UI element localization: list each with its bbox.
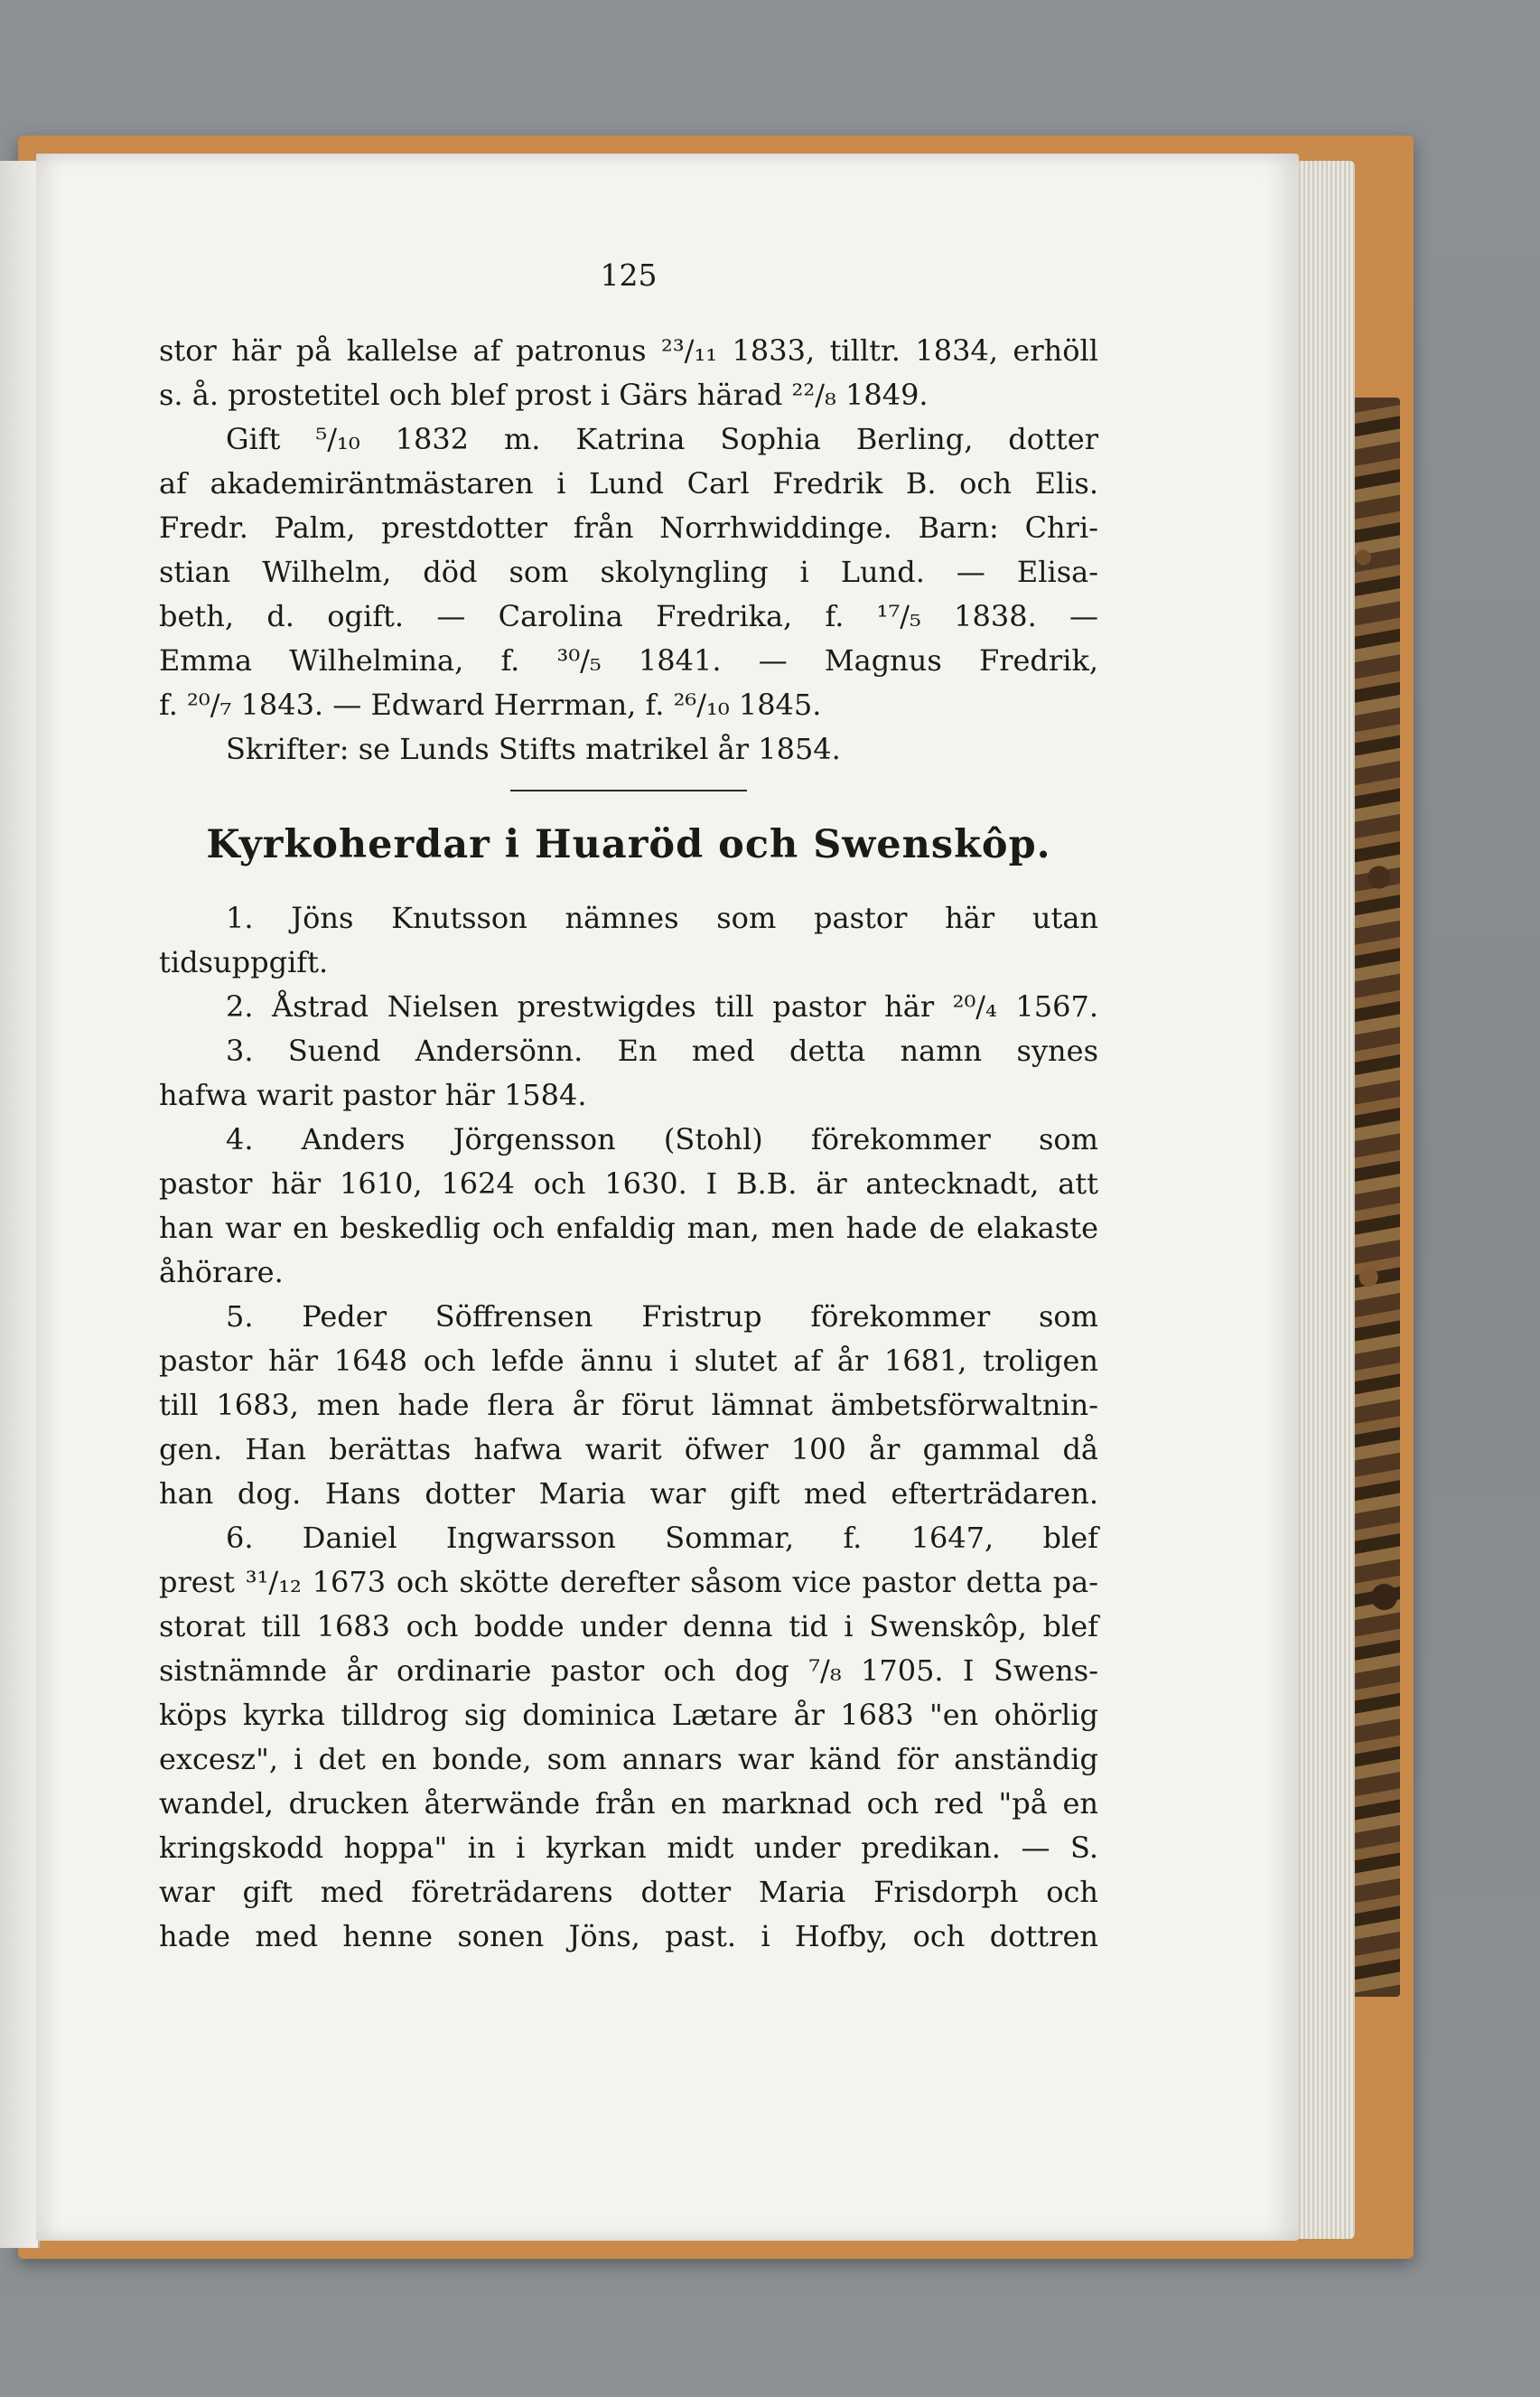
text-line: wandel, drucken återwände från en marknad och red "på en bbox=[159, 1786, 1098, 1821]
body-paragraphs bbox=[159, 896, 1098, 1959]
text-line: pastor här 1648 och lefde ännu i slutet af år 1681, troligen bbox=[159, 1344, 1098, 1378]
text-line: 3. Suend Andersönn. En med detta namn synes bbox=[226, 1034, 1098, 1068]
section-divider bbox=[510, 790, 747, 791]
text-line: Skrifter: se Lunds Stifts matrikel år 1854. bbox=[226, 732, 841, 766]
text-line: gen. Han berättas hafwa warit öfwer 100 år gammal då bbox=[159, 1432, 1098, 1466]
section-heading: Kyrkoherdar i Huaröd och Swenskôp. bbox=[206, 822, 1051, 867]
text-line: beth, d. ogift. — Carolina Fredrika, f. ¹⁷/₅ 1838. — bbox=[159, 599, 1098, 633]
text-line: prest ³¹/₁₂ 1673 och skötte derefter såsom vice pastor detta pa- bbox=[159, 1565, 1098, 1599]
text-line: hade med henne sonen Jöns, past. i Hofby, och dottren bbox=[159, 1919, 1098, 1953]
text-line: stor här på kallelse af patronus ²³/₁₁ 1833, tilltr. 1834, erhöll bbox=[159, 333, 1098, 368]
text-line: Fredr. Palm, prestdotter från Norrhwiddinge. Barn: Chri- bbox=[159, 510, 1098, 545]
text-line: han war en beskedlig och enfaldig man, men hade de elakaste bbox=[159, 1211, 1098, 1245]
text-line: tidsuppgift. bbox=[159, 945, 329, 979]
text-line: 4. Anders Jörgensson (Stohl) förekommer som bbox=[226, 1122, 1098, 1156]
text-line: Gift ⁵/₁₀ 1832 m. Katrina Sophia Berling, dotter bbox=[226, 422, 1098, 456]
text-line: 6. Daniel Ingwarsson Sommar, f. 1647, blef bbox=[226, 1521, 1098, 1555]
text-line: till 1683, men hade flera år förut lämnat ämbetsförwaltnin- bbox=[159, 1388, 1098, 1422]
text-line: 1. Jöns Knutsson nämnes som pastor här utan bbox=[226, 901, 1098, 935]
text-line: af akademiräntmästaren i Lund Carl Fredrik B. och Elis. bbox=[159, 466, 1098, 501]
text-line: Emma Wilhelmina, f. ³⁰/₅ 1841. — Magnus Fredrik, bbox=[159, 643, 1098, 678]
text-line: 2. Åstrad Nielsen prestwigdes till pastor här ²⁰/₄ 1567. bbox=[226, 989, 1098, 1024]
page-number: 125 bbox=[600, 257, 658, 293]
text-line: stian Wilhelm, död som skolyngling i Lund. — Elisa- bbox=[159, 555, 1098, 589]
facing-page-edge bbox=[0, 161, 40, 2248]
text-line: åhörare. bbox=[159, 1255, 284, 1289]
text-line: s. å. prostetitel och blef prost i Gärs härad ²²/₈ 1849. bbox=[159, 378, 929, 412]
text-line: pastor här 1610, 1624 och 1630. I B.B. är antecknadt, att bbox=[159, 1166, 1098, 1201]
text-line: köps kyrka tilldrog sig dominica Lætare år 1683 "en ohörlig bbox=[159, 1698, 1098, 1732]
page-text bbox=[159, 257, 1098, 1959]
text-line: war gift med företrädarens dotter Maria Frisdorph och bbox=[159, 1875, 1098, 1909]
text-line: hafwa warit pastor här 1584. bbox=[159, 1078, 587, 1112]
intro-paragraph bbox=[159, 329, 1098, 772]
text-line: f. ²⁰/₇ 1843. — Edward Herrman, f. ²⁶/₁₀ 1845. bbox=[159, 688, 822, 722]
text-line: han dog. Hans dotter Maria war gift med efterträdaren. bbox=[159, 1476, 1098, 1511]
text-line: sistnämnde år ordinarie pastor och dog ⁷/₈ 1705. I Swens- bbox=[159, 1653, 1098, 1688]
text-line: storat till 1683 och bodde under denna tid i Swenskôp, blef bbox=[159, 1609, 1098, 1643]
text-line: excesz", i det en bonde, som annars war känd för anständig bbox=[159, 1742, 1098, 1776]
text-line: kringskodd hoppa" in i kyrkan midt under predikan. — S. bbox=[159, 1831, 1098, 1865]
marbled-edge bbox=[1348, 398, 1400, 1997]
text-line: 5. Peder Söffrensen Fristrup förekommer som bbox=[226, 1299, 1098, 1334]
